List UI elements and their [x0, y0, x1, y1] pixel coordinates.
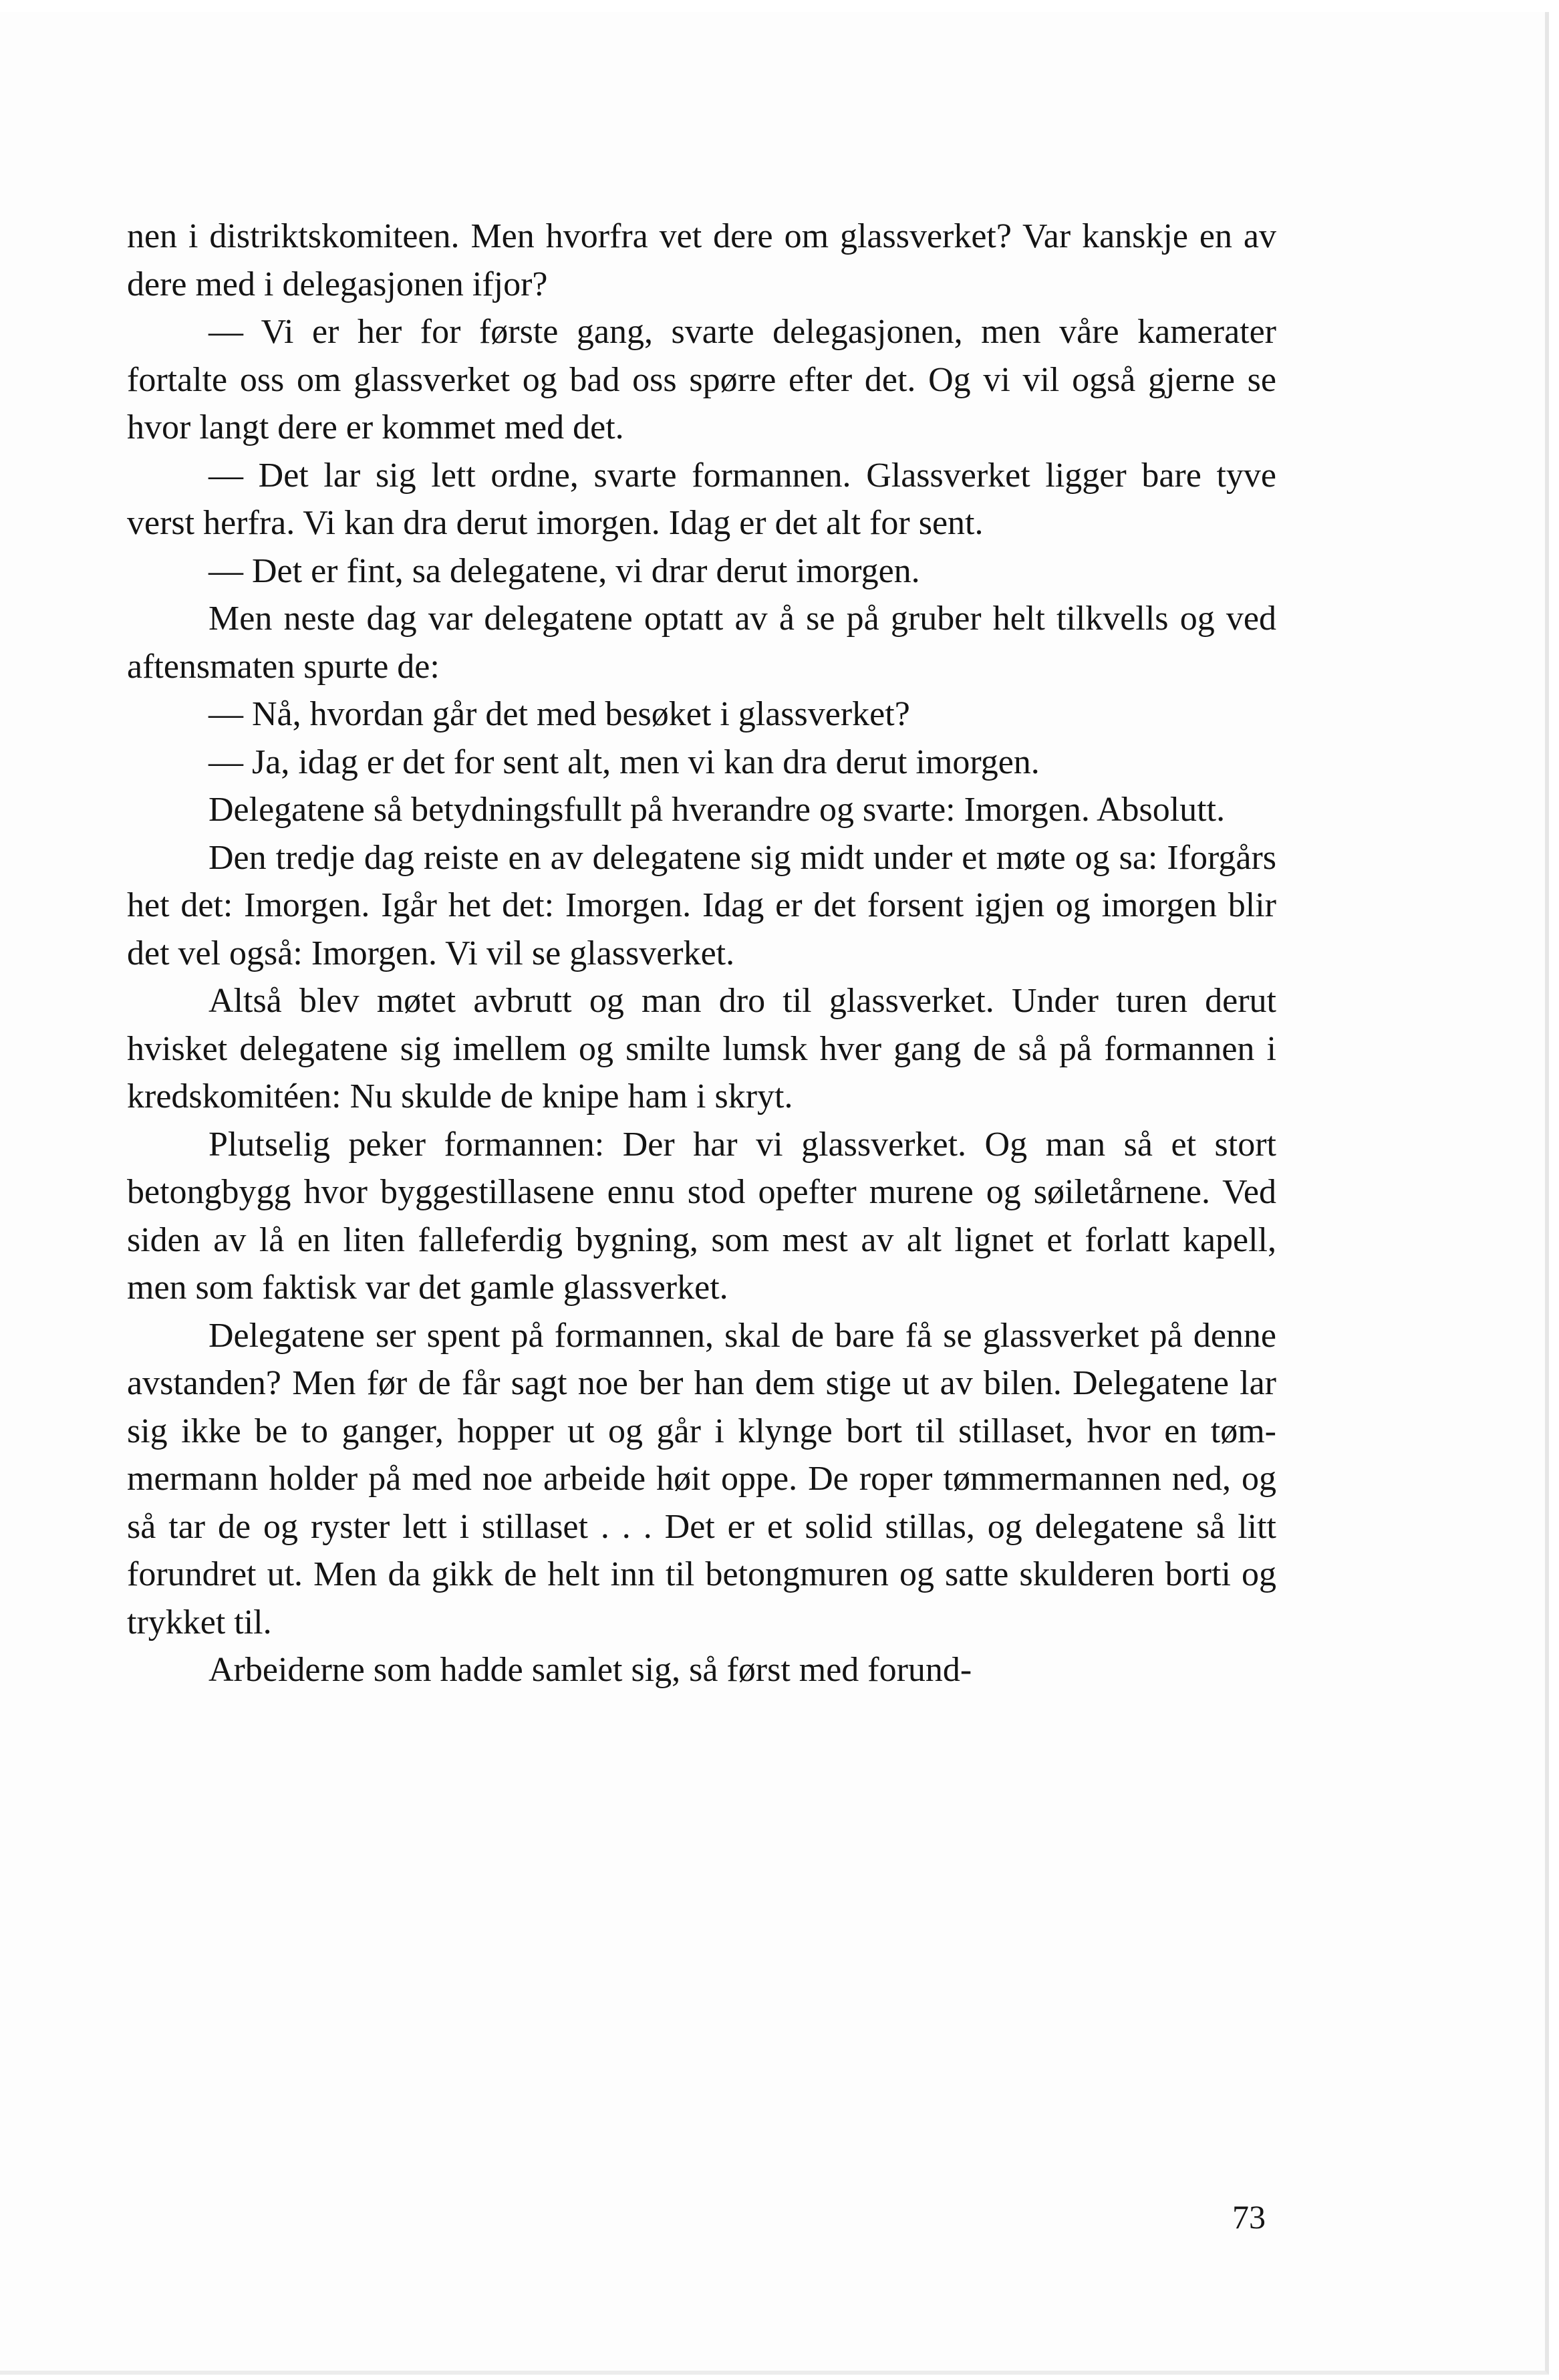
paragraph: Delegatene ser spent på formannen, skal de bare få se glassverket på denne avstanden? Men før de får sagt noe ber han dem stige ut av bilen. Delegatene lar sig ikke be to ganger, hopper ut og går i klynge bort til stillaset, hvor en tømmermann holder på med noe arbeide høit oppe. De roper tømmermannen ned, og så tar de og ryster lett i stillaset . . . Det er et solid stillas, og delegatene så litt forundret ut. Men da gikk de helt inn til betongmuren og satte skulderen borti og trykket til. [127, 1316, 1276, 1641]
page-number: 73 [1232, 2198, 1266, 2236]
paragraph: Delegatene så betydningsfullt på hverandre og svarte: Imorgen. Absolutt. [208, 791, 1226, 829]
paragraph: — Ja, idag er det for sent alt, men vi kan dra derut imorgen. [208, 743, 1040, 781]
body-text [127, 213, 1276, 1694]
book-page [0, 12, 1549, 2375]
paragraph: — Det er fint, sa delegatene, vi drar derut imorgen. [208, 551, 920, 590]
paragraph: nen i distriktskomiteen. Men hvorfra vet dere om glassverket? Var kanskje en av dere med i delegasjonen ifjor? [127, 217, 1276, 303]
paragraph: — Det lar sig lett ordne, svarte formannen. Glassverket ligger bare tyve verst herfra. Vi kan dra derut imorgen. Idag er det alt for sent. [127, 456, 1276, 542]
paragraph: Den tredje dag reiste en av delegatene sig midt under et møte og sa: Iforgårs het det: Imorgen. Igår het det: Imorgen. Idag er det forsent igjen og imorgen blir det vel også: Imorgen. Vi vil se glassverket. [127, 838, 1276, 972]
paragraph: Men neste dag var delegatene optatt av å se på gruber helt tilkvells og ved aftensmaten spurte de: [127, 600, 1276, 686]
paragraph: Plutselig peker formannen: Der har vi glassverket. Og man så et stort betongbygg hvor byggestillasene ennu stod opefter murene og søiletårnene. Ved siden av lå en liten falleferdig bygning, som mest av alt lignet et forlatt kapell, men som faktisk var det gamle glassverket. [127, 1125, 1276, 1307]
paragraph: — Nå, hvordan går det med besøket i glassverket? [208, 695, 910, 733]
paragraph: — Vi er her for første gang, svarte delegasjonen, men våre kamerater fortalte oss om glassverket og bad oss spørre efter det. Og vi vil også gjerne se hvor langt dere er kommet med det. [127, 313, 1276, 446]
paragraph: Arbeiderne som hadde samlet sig, så først med forund- [208, 1651, 972, 1689]
paragraph: Altså blev møtet avbrutt og man dro til glassverket. Under turen derut hvisket delegatene sig imellem og smilte lumsk hver gang de så på formannen i kredskomitéen: Nu skulde de knipe ham i skryt. [127, 982, 1276, 1115]
